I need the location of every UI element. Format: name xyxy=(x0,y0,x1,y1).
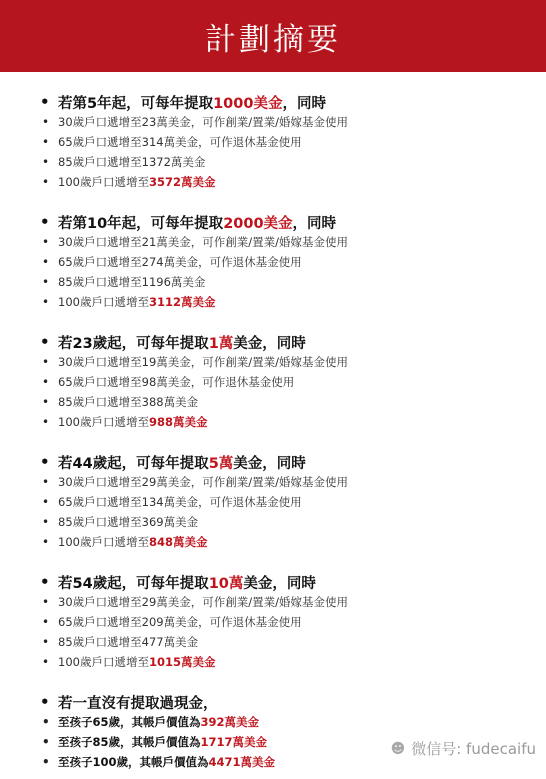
plan-summary xyxy=(0,72,546,772)
bullet-icon: • xyxy=(42,135,50,149)
section-heading: • 若54歲起，可每年提取 10萬 美金，同時 xyxy=(40,573,316,592)
list-item: • 30歲戶口遞增至23萬美金，可作創業/置業/婚嫁基金使用 xyxy=(42,115,349,129)
list-item: • 65歲戶口遞增至209萬美金，可作退休基金使用 xyxy=(42,615,302,629)
bullet-icon: • xyxy=(40,93,50,111)
bullet-icon: • xyxy=(42,415,50,429)
list-item: • 30歲戶口遞增至29萬美金，可作創業/置業/婚嫁基金使用 xyxy=(42,475,349,489)
bullet-icon: • xyxy=(40,333,50,351)
page-title: 計劃摘要 xyxy=(205,21,341,58)
bullet-icon: • xyxy=(40,573,50,591)
section-year10 xyxy=(40,212,546,312)
bullet-icon: • xyxy=(42,255,50,269)
section-heading: • 若44歲起，可每年提取 5萬 美金，同時 xyxy=(40,453,306,472)
bullet-icon: • xyxy=(42,395,50,409)
list-item: • 至孩子100歲，其帳戶價值為 4471萬美金 xyxy=(42,755,276,769)
bullet-icon: • xyxy=(42,375,50,389)
bullet-icon: • xyxy=(42,535,50,549)
bullet-icon: • xyxy=(42,175,50,189)
list-item: • 30歲戶口遞增至19萬美金，可作創業/置業/婚嫁基金使用 xyxy=(42,355,349,369)
bullet-icon: • xyxy=(42,635,50,649)
bullet-icon: • xyxy=(40,693,50,711)
bullet-icon: • xyxy=(42,235,50,249)
bullet-icon: • xyxy=(40,453,50,471)
title-banner xyxy=(0,0,546,72)
section-age44 xyxy=(40,452,546,552)
list-item: • 65歲戶口遞增至274萬美金，可作退休基金使用 xyxy=(42,255,302,269)
list-item: • 30歲戶口遞增至29萬美金，可作創業/置業/婚嫁基金使用 xyxy=(42,595,349,609)
bullet-icon: • xyxy=(42,155,50,169)
bullet-icon: • xyxy=(42,275,50,289)
wechat-icon: ☻ xyxy=(390,740,406,757)
list-item: • 85歲戶口遞增至477萬美金 xyxy=(42,635,199,649)
section-year5 xyxy=(40,92,546,192)
list-item: • 100歲戶口遞增至 988萬美金 xyxy=(42,415,208,429)
bullet-icon: • xyxy=(42,615,50,629)
list-item: • 100歲戶口遞增至 848萬美金 xyxy=(42,535,208,549)
list-item: • 至孩子65歲，其帳戶價值為 392萬美金 xyxy=(42,715,260,729)
bullet-icon: • xyxy=(42,595,50,609)
list-item: • 100歲戶口遞增至 3572萬美金 xyxy=(42,175,216,189)
bullet-icon: • xyxy=(42,735,50,749)
bullet-icon: • xyxy=(42,655,50,669)
section-heading: • 若第5年起，可每年提取 1000美金 ，同時 xyxy=(40,93,326,112)
bullet-icon: • xyxy=(42,755,50,769)
bullet-icon: • xyxy=(42,715,50,729)
section-age23 xyxy=(40,332,546,432)
bullet-icon: • xyxy=(42,495,50,509)
section-heading: • 若23歲起，可每年提取 1萬 美金，同時 xyxy=(40,333,306,352)
bullet-icon: • xyxy=(42,115,50,129)
list-item: • 65歲戶口遞增至134萬美金，可作退休基金使用 xyxy=(42,495,302,509)
bullet-icon: • xyxy=(42,355,50,369)
wechat-watermark: ☻ 微信号: fudecaifu xyxy=(390,740,536,758)
list-item: • 30歲戶口遞增至21萬美金，可作創業/置業/婚嫁基金使用 xyxy=(42,235,349,249)
bullet-icon: • xyxy=(42,295,50,309)
list-item: • 65歲戶口遞增至98萬美金，可作退休基金使用 xyxy=(42,375,295,389)
list-item: • 85歲戶口遞增至388萬美金 xyxy=(42,395,199,409)
section-no-withdrawal xyxy=(40,692,546,772)
list-item: • 85歲戶口遞增至369萬美金 xyxy=(42,515,199,529)
list-item: • 100歲戶口遞增至 1015萬美金 xyxy=(42,655,216,669)
list-item: • 65歲戶口遞增至314萬美金，可作退休基金使用 xyxy=(42,135,302,149)
list-item: • 至孩子85歲，其帳戶價值為 1717萬美金 xyxy=(42,735,268,749)
section-heading: • 若一直沒有提取過現金， xyxy=(40,693,218,712)
list-item: • 100歲戶口遞增至 3112萬美金 xyxy=(42,295,216,309)
section-heading: • 若第10年起，可每年提取 2000美金 ，同時 xyxy=(40,213,337,232)
bullet-icon: • xyxy=(42,515,50,529)
bullet-icon: • xyxy=(40,213,50,231)
section-age54 xyxy=(40,572,546,672)
bullet-icon: • xyxy=(42,475,50,489)
list-item: • 85歲戶口遞增至1196萬美金 xyxy=(42,275,206,289)
list-item: • 85歲戶口遞增至1372萬美金 xyxy=(42,155,206,169)
